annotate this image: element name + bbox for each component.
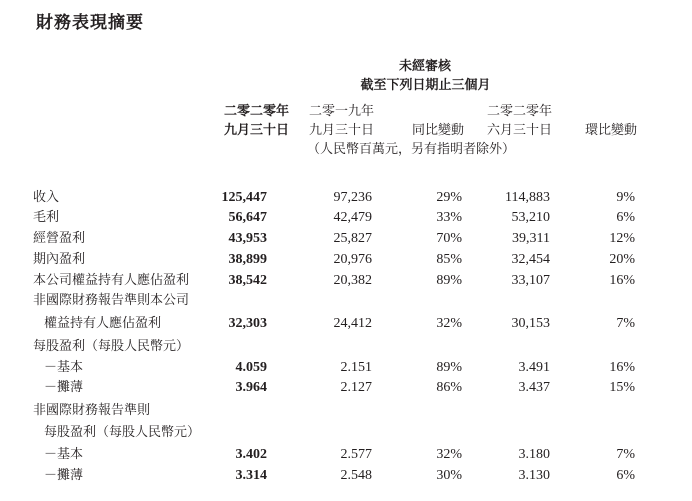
table-row: [0, 423, 692, 443]
cell-v4: 3.180: [518, 447, 550, 462]
cell-v2: 2.577: [340, 447, 372, 462]
row-label: 非國際財務報告準則: [33, 403, 151, 418]
cell-v1: 3.402: [235, 447, 267, 462]
cell-v4: 3.437: [518, 380, 550, 395]
cell-v5: 7%: [616, 316, 635, 331]
cell-v4: 39,311: [512, 231, 550, 246]
row-label: 權益持有人應佔盈利: [44, 316, 162, 331]
cell-v4: 33,107: [511, 273, 550, 288]
cell-v5: 6%: [616, 210, 635, 225]
table-row: [0, 208, 692, 228]
cell-v2: 97,236: [333, 190, 372, 205]
table-row: [0, 445, 692, 465]
cell-v2: 2.151: [340, 360, 372, 375]
row-label: 毛利: [33, 210, 60, 225]
cell-v2: 2.127: [340, 380, 372, 395]
cell-v1: 43,953: [228, 231, 267, 246]
table-row: [0, 378, 692, 398]
col4-header-line1: 二零二零年: [486, 104, 552, 119]
cell-v4: 3.130: [518, 468, 550, 483]
table-row: [0, 188, 692, 208]
row-label: 本公司權益持有人應佔盈利: [33, 273, 190, 288]
cell-v3: 86%: [436, 380, 462, 395]
row-label: 每股盈利（每股人民幣元）: [44, 425, 201, 440]
cell-v2: 42,479: [333, 210, 372, 225]
cell-v2: 24,412: [333, 316, 372, 331]
cell-v1: 56,647: [228, 210, 267, 225]
cell-v2: 20,382: [333, 273, 372, 288]
cell-v5: 16%: [609, 273, 635, 288]
table-row: [0, 229, 692, 249]
table-row: [0, 314, 692, 334]
cell-v3: 32%: [436, 316, 462, 331]
row-label: 每股盈利（每股人民幣元）: [33, 339, 190, 354]
table-row: [0, 466, 692, 486]
row-label: 期內盈利: [33, 252, 86, 267]
row-label: 經營盈利: [33, 231, 86, 246]
cell-v3: 85%: [436, 252, 462, 267]
cell-v3: 89%: [436, 273, 462, 288]
table-row: [0, 291, 692, 311]
cell-v3: 89%: [436, 360, 462, 375]
cell-v5: 6%: [616, 468, 635, 483]
table-row: [0, 271, 692, 291]
cell-v4: 114,883: [505, 190, 550, 205]
cell-v3: 30%: [436, 468, 462, 483]
cell-v1: 125,447: [221, 190, 267, 205]
cell-v2: 2.548: [340, 468, 372, 483]
cell-v1: 3.964: [235, 380, 267, 395]
col5-header: 環比變動: [584, 123, 637, 138]
cell-v2: 20,976: [333, 252, 372, 267]
col1-header-line2: 九月三十日: [223, 123, 289, 138]
cell-v1: 38,899: [228, 252, 267, 267]
unaudited-heading: 未經審核: [398, 59, 451, 74]
cell-v4: 53,210: [511, 210, 550, 225]
col1-header-line1: 二零二零年: [223, 104, 289, 119]
cell-v1: 4.059: [235, 360, 267, 375]
page-title: 財務表現摘要: [36, 13, 144, 33]
table-row: [0, 358, 692, 378]
cell-v5: 20%: [609, 252, 635, 267]
table-row: [0, 250, 692, 270]
row-label: －基本: [44, 447, 84, 462]
col4-header-line2: 六月三十日: [486, 123, 552, 138]
cell-v5: 9%: [616, 190, 635, 205]
cell-v2: 25,827: [333, 231, 372, 246]
unit-note: （人民幣百萬元，另有指明者除外）: [307, 142, 516, 157]
row-label: －基本: [44, 360, 84, 375]
cell-v4: 32,454: [511, 252, 550, 267]
cell-v1: 38,542: [228, 273, 267, 288]
row-label: 非國際財務報告準則本公司: [33, 293, 190, 308]
col2-header-line2: 九月三十日: [308, 123, 374, 138]
row-label: 收入: [33, 190, 60, 205]
cell-v3: 33%: [436, 210, 462, 225]
col2-header-line1: 二零一九年: [308, 104, 374, 119]
cell-v4: 30,153: [511, 316, 550, 331]
table-row: [0, 337, 692, 357]
cell-v3: 29%: [436, 190, 462, 205]
cell-v5: 16%: [609, 360, 635, 375]
row-label: －攤薄: [44, 380, 84, 395]
cell-v3: 70%: [436, 231, 462, 246]
table-row: [0, 401, 692, 421]
cell-v1: 3.314: [235, 468, 267, 483]
cell-v4: 3.491: [518, 360, 550, 375]
cell-v3: 32%: [436, 447, 462, 462]
cell-v5: 12%: [609, 231, 635, 246]
period-heading: 截至下列日期止三個月: [360, 78, 491, 93]
row-label: －攤薄: [44, 468, 84, 483]
cell-v5: 7%: [616, 447, 635, 462]
col3-header: 同比變動: [411, 123, 464, 138]
cell-v5: 15%: [609, 380, 635, 395]
cell-v1: 32,303: [228, 316, 267, 331]
